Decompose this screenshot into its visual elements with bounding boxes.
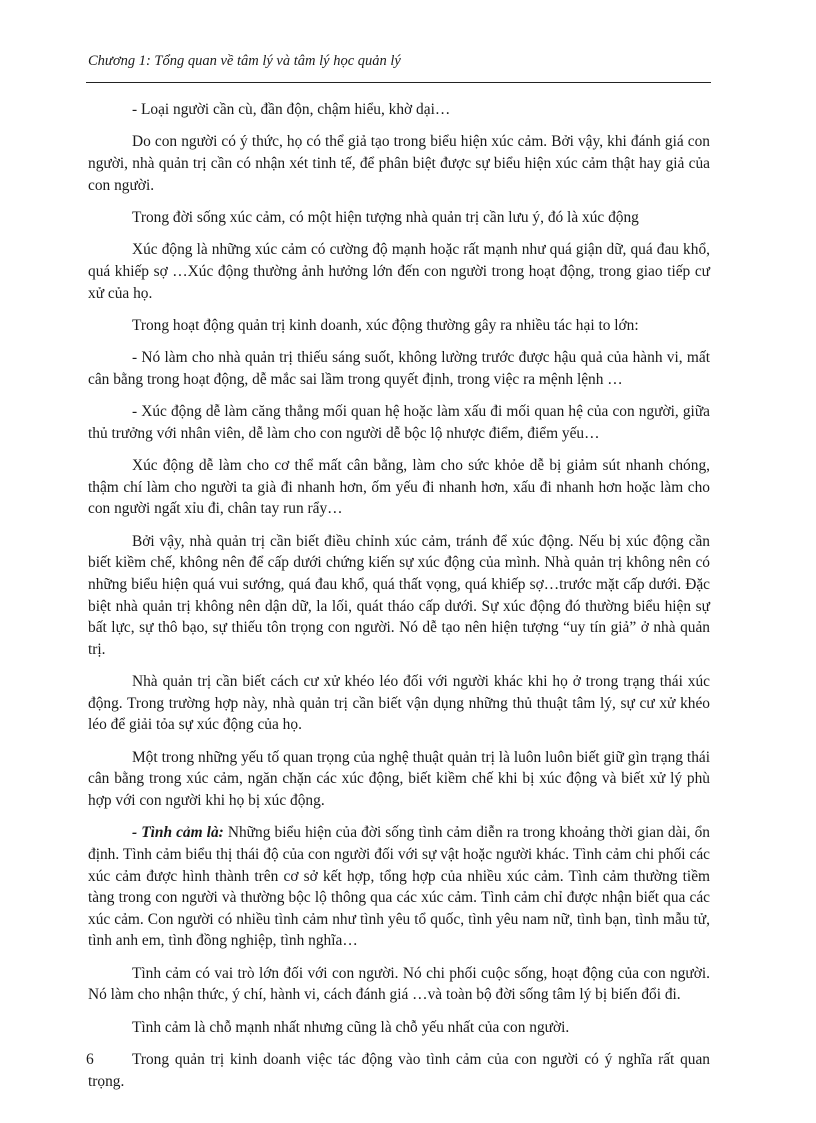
emotion-definition-paragraph <box>88 822 710 952</box>
paragraph: Tình cảm là chỗ mạnh nhất nhưng cũng là chỗ yếu nhất của con người. <box>132 1018 570 1036</box>
paragraph: Trong đời sống xúc cảm, có một hiện tượng nhà quản trị cần lưu ý, đó là xúc động <box>132 208 639 226</box>
paragraph: Trong hoạt động quản trị kinh doanh, xúc động thường gây ra nhiều tác hại to lớn: <box>132 316 639 334</box>
chapter-title: Chương 1: Tổng quan về tâm lý và tâm lý học quản lý <box>88 53 401 69</box>
header-divider <box>86 82 711 83</box>
paragraph: Xúc động dễ làm cho cơ thể mất cân bằng, làm cho sức khỏe dễ bị giảm sút nhanh chóng, thậm chí làm cho người ta già đi nhanh hơn, ốm yếu đi nhanh hơn, xấu đi nhanh hơn hoặc làm cho con người ngất xỉu đi, chân tay run rẩy… <box>88 457 710 518</box>
paragraph: Một trong những yếu tố quan trọng của nghệ thuật quản trị là luôn luôn biết giữ gìn trạng thái cân bằng trong xúc cảm, ngăn chặn các xúc động, biết kiềm chế khi bị xúc động và biết xử lý phù hợp với con người khi họ bị xúc động. <box>88 748 710 809</box>
paragraph: - Xúc động dễ làm căng thẳng mối quan hệ hoặc làm xấu đi mối quan hệ của con người, giữa thủ trưởng với nhân viên, dễ làm cho con người dễ bộc lộ nhược điểm, điểm yếu… <box>88 403 710 442</box>
paragraph: Nhà quản trị cần biết cách cư xử khéo léo đối với người khác khi họ ở trong trạng thái xúc động. Trong trường hợp này, nhà quản trị cần biết vận dụng những thủ thuật tâm lý, sự cư xử khéo léo để giải tỏa sự xúc động của họ. <box>88 673 710 734</box>
paragraph: Trong quản trị kinh doanh việc tác động vào tình cảm của con người có ý nghĩa rất quan trọng. <box>88 1051 710 1090</box>
body-text <box>88 99 710 1103</box>
paragraph: Bởi vậy, nhà quản trị cần biết điều chỉnh xúc cảm, tránh để xúc động. Nếu bị xúc động cần biết kiềm chế, không nên để cấp dưới chứng kiến sự xúc động của mình. Nhà quản trị không nên có những biểu hiện quá vui sướng, quá đau khổ, quá thất vọng, quá khiếp sợ…trước mặt cấp dưới. Đặc biệt nhà quản trị không nên dận dữ, la lối, quát tháo cấp dưới. Sự xúc động đó thường biểu hiện sự bất lực, sự thô bạo, sự thiếu tôn trọng con người. Nó dễ tạo nên hiện tượng “uy tín giả” ở nhà quản trị. <box>88 532 710 658</box>
paragraph: - Loại người cần cù, đần độn, chậm hiểu, khờ dại… <box>132 101 451 118</box>
emotion-definition-text: Những biểu hiện của đời sống tình cảm diễn ra trong khoảng thời gian dài, ổn định. Tình cảm biểu thị thái độ của con người đối với sự vật hoặc người khác. Tình cảm chi phối các xúc cảm được hình thành trên cơ sở kết hợp, tổng hợp của nhiều xúc cảm. Tình cảm thường tiềm tàng trong con người và thường bộc lộ thông qua các xúc cảm. Tình cảm chỉ được nhận biết qua các xúc cảm. Con người có nhiều tình cảm như tình yêu tổ quốc, tình yêu nam nữ, tình bạn, tình mẫu tử, tình anh em, tình đồng nghiệp, tình nghĩa… <box>88 824 710 950</box>
page-number: 6 <box>86 1051 94 1068</box>
paragraph: Xúc động là những xúc cảm có cường độ mạnh hoặc rất mạnh như quá giận dữ, quá đau khổ, quá khiếp sợ …Xúc động thường ảnh hưởng lớn đến con người trong hoạt động, trong giao tiếp cư xử của họ. <box>88 241 710 302</box>
paragraph: Do con người có ý thức, họ có thể giả tạo trong biểu hiện xúc cảm. Bởi vậy, khi đánh giá con người, nhà quản trị cần có nhận xét tinh tế, để phân biệt được sự biểu hiện xúc cảm thật hay giả của con người. <box>88 133 710 194</box>
paragraph: - Nó làm cho nhà quản trị thiếu sáng suốt, không lường trước được hậu quả của hành vi, mất cân bằng trong hoạt động, dễ mắc sai lầm trong quyết định, trong việc ra mệnh lệnh … <box>88 349 710 388</box>
emotion-definition-lead: - Tình cảm là: <box>132 824 224 842</box>
page-header <box>86 52 711 83</box>
paragraph: Tình cảm có vai trò lớn đối với con người. Nó chi phối cuộc sống, hoạt động của con người. Nó làm cho nhận thức, ý chí, hành vi, cách đánh giá …và toàn bộ đời sống tâm lý bị biến đổi đi. <box>88 964 710 1004</box>
